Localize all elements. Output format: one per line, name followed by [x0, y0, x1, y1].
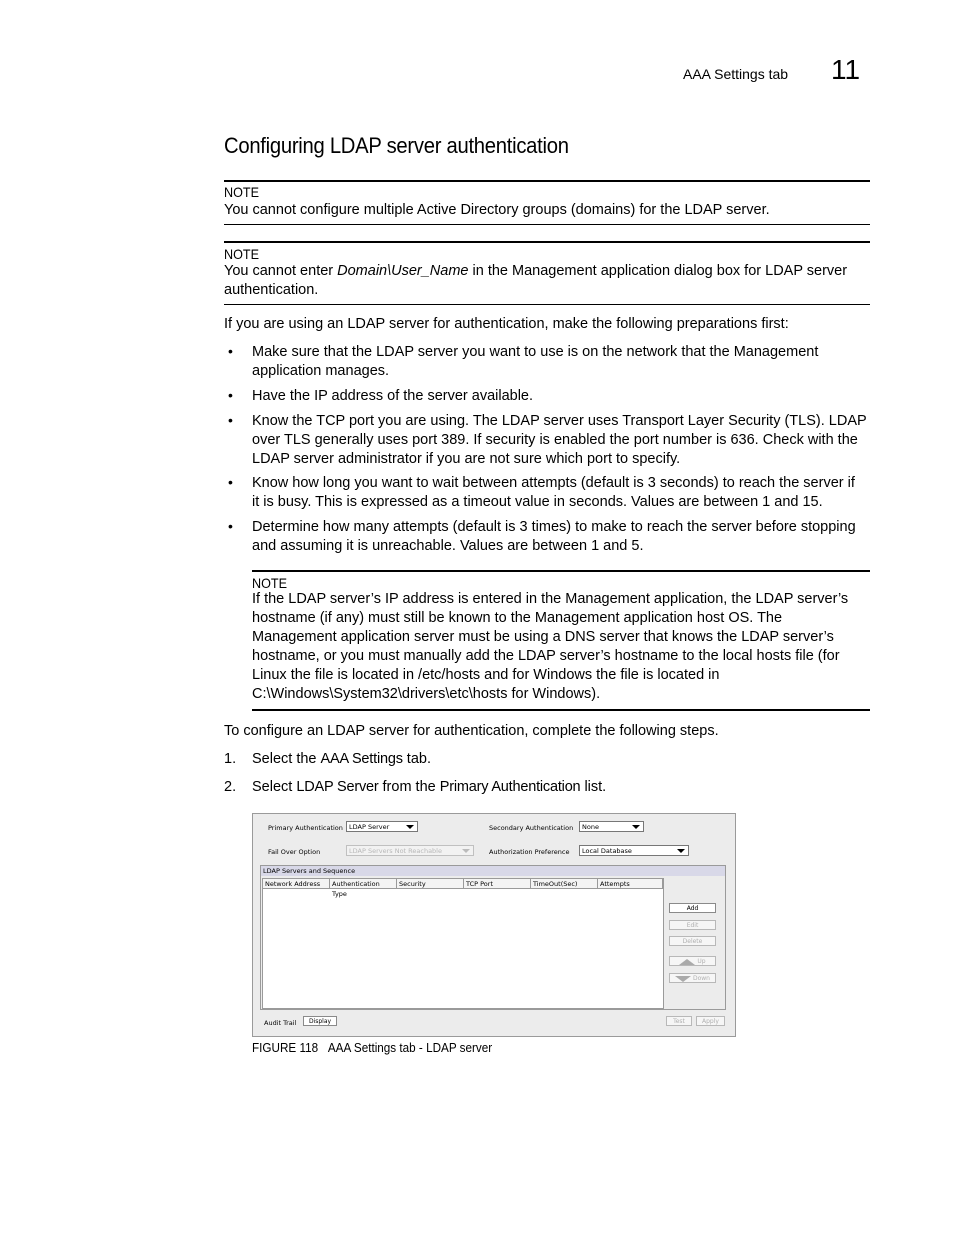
- column-header[interactable]: Security: [397, 879, 464, 889]
- add-button[interactable]: Add: [669, 903, 716, 913]
- step-number: 1.: [224, 751, 237, 767]
- ldap-servers-table[interactable]: [262, 878, 664, 1009]
- bullet-marker: •: [228, 343, 233, 359]
- failover-dropdown[interactable]: LDAP Servers Not Reachable: [346, 845, 474, 856]
- figure-caption: FIGURE 118 AAA Settings tab - LDAP server: [252, 1040, 493, 1055]
- note-top-rule: [252, 570, 870, 572]
- intro-paragraph: If you are using an LDAP server for authentication, make the following preparations first:: [224, 316, 789, 332]
- note-top-rule: [224, 241, 870, 243]
- bullet-item: Know how long you want to wait between attempts (default is 3 seconds) to reach the server if it is busy. This is expressed as a timeout value in seconds. Values are between 1 and 15.: [252, 475, 855, 510]
- bullet-marker: •: [228, 387, 233, 403]
- note-text: If the LDAP server’s IP address is entered in the Management application, the LDAP server’s hostname (if any) must still be known to the Management application host OS. The Management application server must be using a DNS server that knows the LDAP server’s hostname, or you must manually add the LDAP server’s hostname to the local hosts file (for Linux the file is located in /etc/hosts and for Windows the file is located in C:\Windows\System32\drivers\etc\hosts for Windows).: [252, 591, 849, 702]
- bullet-marker: •: [228, 412, 233, 428]
- column-header[interactable]: Attempts: [598, 879, 663, 889]
- bullet-item: Know the TCP port you are using. The LDAP server uses Transport Layer Security (TLS). LDAP over TLS generally uses port 389. If security is enabled the port number is 636. Check with the LDAP server administrator if you are not sure which port to specify.: [252, 413, 867, 467]
- secondary-auth-dropdown[interactable]: None: [579, 821, 644, 832]
- section-title: Configuring LDAP server authentication: [224, 133, 569, 158]
- bullet-item: Make sure that the LDAP server you want to use is on the network that the Management application manages.: [252, 344, 819, 379]
- bullet-marker: •: [228, 474, 233, 490]
- step-text: Select the AAA Settings tab.: [252, 751, 431, 767]
- note-bottom-rule: [252, 709, 870, 711]
- step-text: Select LDAP Server from the Primary Authentication list.: [252, 779, 607, 795]
- bullet-item: Have the IP address of the server available.: [252, 388, 534, 404]
- aaa-settings-screenshot: [252, 813, 736, 1037]
- running-header-title: AAA Settings tab: [683, 66, 789, 82]
- note-bottom-rule: [224, 304, 870, 305]
- failover-label: Fail Over Option: [268, 848, 321, 856]
- note-text: You cannot enter Domain\User_Name in the Management application dialog box for LDAP server: [224, 263, 848, 279]
- note-label: NOTE: [224, 184, 260, 200]
- chapter-number: 11: [831, 54, 861, 85]
- chevron-down-icon: [462, 849, 470, 853]
- steps-intro: To configure an LDAP server for authentication, complete the following steps.: [224, 723, 719, 739]
- delete-button[interactable]: Delete: [669, 936, 716, 946]
- authz-pref-dropdown[interactable]: Local Database: [579, 845, 689, 856]
- group-title: LDAP Servers and Sequence: [261, 866, 725, 876]
- chevron-down-icon: [677, 849, 685, 853]
- chevron-down-icon: [632, 825, 640, 829]
- display-button[interactable]: Display: [303, 1016, 337, 1026]
- audit-trail-label: Audit Trail: [264, 1019, 297, 1027]
- note-label: NOTE: [224, 246, 260, 262]
- arrow-down-icon: [675, 976, 691, 982]
- bullet-item: Determine how many attempts (default is 3 times) to make to reach the server before stopping and assuming it is unreachable. Values are between 1 and 5.: [252, 519, 856, 554]
- column-header[interactable]: Authentication Type: [330, 879, 397, 889]
- up-button[interactable]: Up: [669, 956, 716, 966]
- test-button[interactable]: Test: [666, 1016, 692, 1026]
- arrow-up-icon: [679, 959, 695, 965]
- step-number: 2.: [224, 779, 237, 795]
- column-header[interactable]: TimeOut(Sec): [531, 879, 598, 889]
- secondary-auth-label: Secondary Authentication: [489, 824, 574, 832]
- note-text-line2: authentication.: [224, 282, 319, 298]
- note-top-rule: [224, 180, 870, 182]
- bullet-marker: •: [228, 518, 233, 534]
- edit-button[interactable]: Edit: [669, 920, 716, 930]
- note-label: NOTE: [252, 575, 288, 591]
- apply-button[interactable]: Apply: [696, 1016, 725, 1026]
- primary-auth-label: Primary Authentication: [268, 824, 343, 832]
- note-text: You cannot configure multiple Active Directory groups (domains) for the LDAP server.: [224, 202, 770, 218]
- primary-auth-dropdown[interactable]: LDAP Server: [346, 821, 418, 832]
- note-bottom-rule: [224, 224, 870, 225]
- authz-pref-label: Authorization Preference: [489, 848, 570, 856]
- ldap-servers-group: [260, 865, 726, 1010]
- column-header[interactable]: TCP Port: [464, 879, 531, 889]
- down-button[interactable]: Down: [669, 973, 716, 983]
- column-header[interactable]: Network Address: [263, 879, 330, 889]
- chevron-down-icon: [406, 825, 414, 829]
